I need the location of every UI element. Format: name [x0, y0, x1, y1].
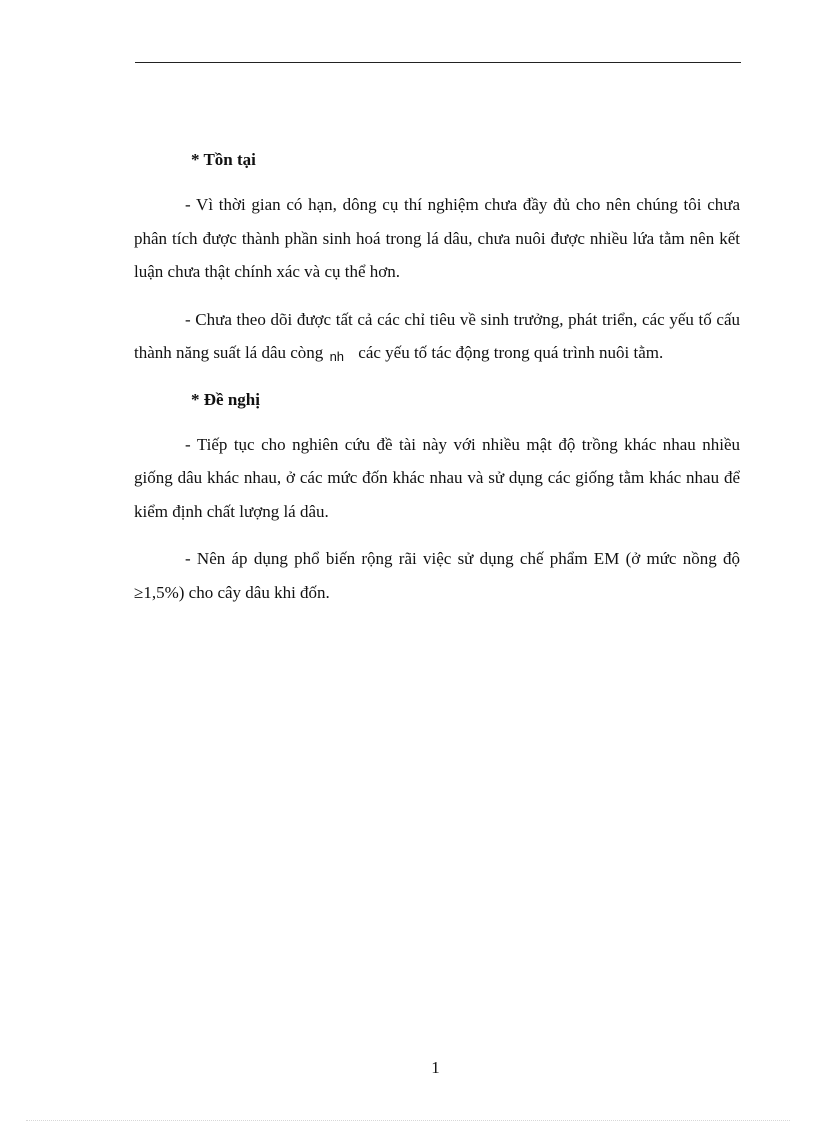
paragraph-recommend-2: - Nên áp dụng phổ biến rộng rãi việc sử dụng chế phẩm EM (ở mức nồng độ ≥1,5%) cho cây dâu khi đốn. — [134, 549, 740, 602]
heading-recommend: * Đề nghị — [191, 389, 260, 409]
paragraph-existing-2 — [134, 303, 740, 371]
stray-nh-text: nh — [329, 349, 345, 364]
heading-existing: * Tồn tại — [191, 150, 256, 169]
page-number: 1 — [431, 1058, 440, 1077]
paragraph-recommend-1: - Tiếp tục cho nghiên cứu đề tài này với nhiều mật độ trồng khác nhau nhiều giống dâu khác nhau, ở các mức đốn khác nhau và sử dụng các giống tằm khác nhau để kiểm định chất lượng lá dâu. — [134, 434, 740, 521]
page-bottom-dotted-rule — [26, 1120, 790, 1121]
header-rule — [135, 62, 741, 63]
paragraph-existing-1: - Vì thời gian có hạn, dông cụ thí nghiệm chưa đầy đủ cho nên chúng tôi chưa phân tích được thành phần sinh hoá trong lá dâu, chưa nuôi được nhiều lứa tằm nên kết luận chưa thật chính xác và cụ thể hơn. — [134, 195, 740, 281]
document-body — [134, 140, 740, 609]
paragraph-existing-2-part2: các yếu tố tác động trong quá trình nuôi tằm. — [358, 343, 664, 362]
paragraph-existing-2-part1: - Chưa theo dõi được tất cả các chỉ tiêu về sinh trưởng, phát triển, các yếu tố cấu thành năng suất lá dâu còng — [134, 309, 740, 362]
